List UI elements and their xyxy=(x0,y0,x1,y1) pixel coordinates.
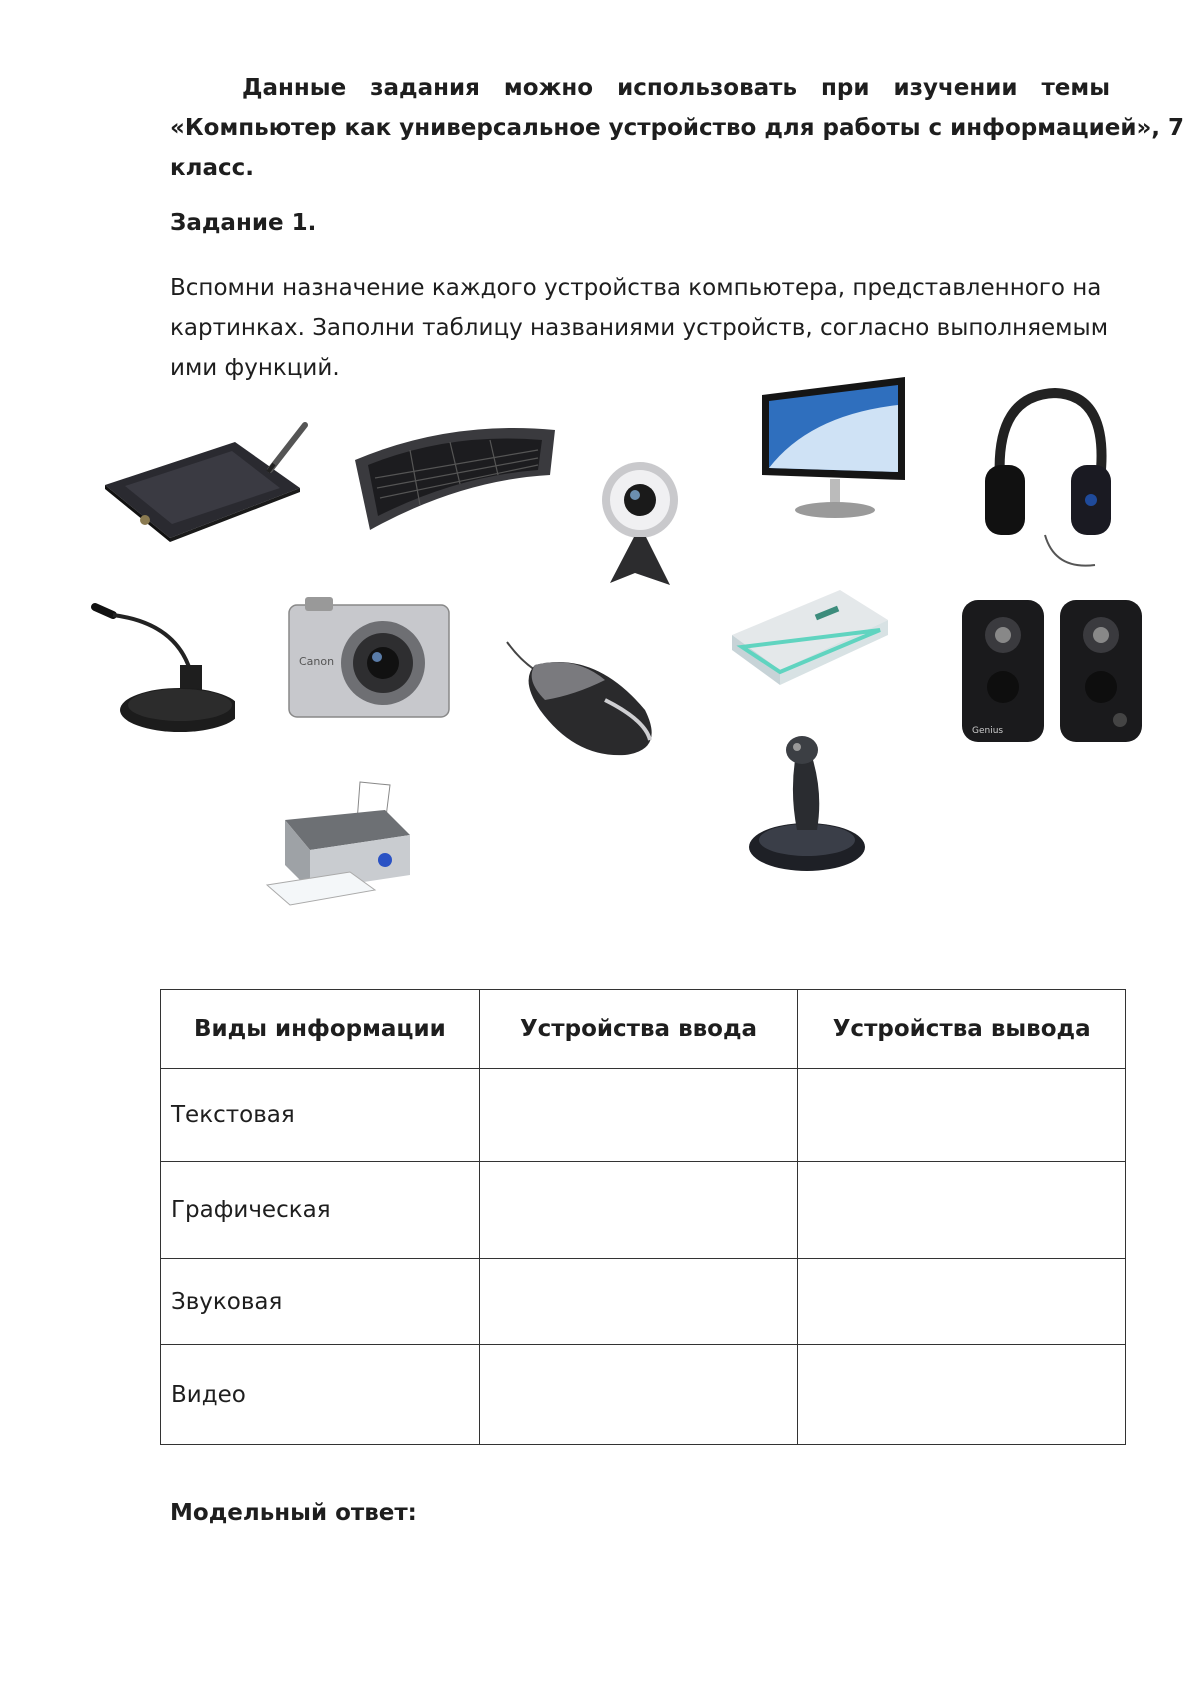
joystick-icon xyxy=(745,735,870,875)
speakers-brand-label: Genius xyxy=(972,726,1004,736)
info-type-cell: Звуковая xyxy=(161,1259,480,1345)
table-row xyxy=(161,1259,1126,1345)
camera-brand-label: Canon xyxy=(299,655,335,668)
output-cell[interactable] xyxy=(798,1345,1126,1445)
input-cell[interactable] xyxy=(479,1162,798,1259)
input-cell[interactable] xyxy=(479,1345,798,1445)
monitor-icon xyxy=(760,375,910,525)
task-text: Вспомни назначение каждого устройства компьютера, представленного на картинках. Заполни таблицу названиями устройств, согласно выполняемым ими функций. xyxy=(170,275,1109,381)
info-type-cell: Видео xyxy=(161,1345,480,1445)
table-row xyxy=(161,1345,1126,1445)
camera-icon xyxy=(285,593,455,723)
intro-line-3: класс. xyxy=(170,155,254,181)
keyboard-icon xyxy=(350,420,560,535)
header-info-types: Виды информации xyxy=(161,990,480,1069)
webcam-icon xyxy=(590,455,690,590)
graphics-tablet-icon xyxy=(100,420,310,550)
info-type-cell: Текстовая xyxy=(161,1069,480,1162)
table-header-row xyxy=(161,990,1126,1069)
mouse-icon xyxy=(505,640,665,760)
intro-line-1: Данные задания можно использовать при изучении темы xyxy=(242,75,1110,101)
info-type-cell: Графическая xyxy=(161,1162,480,1259)
output-cell[interactable] xyxy=(798,1162,1126,1259)
table-row xyxy=(161,1162,1126,1259)
microphone-icon xyxy=(85,595,235,735)
headphones-icon xyxy=(985,385,1115,575)
model-answer-label: Модельный ответ: xyxy=(170,1500,417,1526)
speakers-icon xyxy=(960,595,1145,745)
input-cell[interactable] xyxy=(479,1069,798,1162)
input-cell[interactable] xyxy=(479,1259,798,1345)
header-output-devices: Устройства вывода xyxy=(798,990,1126,1069)
intro-line-2: «Компьютер как универсальное устройство для работы с информацией», 7 xyxy=(170,115,1185,141)
task-title: Задание 1. xyxy=(170,210,317,236)
header-input-devices: Устройства ввода xyxy=(479,990,798,1069)
device-table xyxy=(160,989,1126,1445)
output-cell[interactable] xyxy=(798,1259,1126,1345)
scanner-icon xyxy=(730,575,890,690)
table-row xyxy=(161,1069,1126,1162)
printer-icon xyxy=(265,780,415,910)
output-cell[interactable] xyxy=(798,1069,1126,1162)
intro-paragraph xyxy=(170,68,1185,188)
